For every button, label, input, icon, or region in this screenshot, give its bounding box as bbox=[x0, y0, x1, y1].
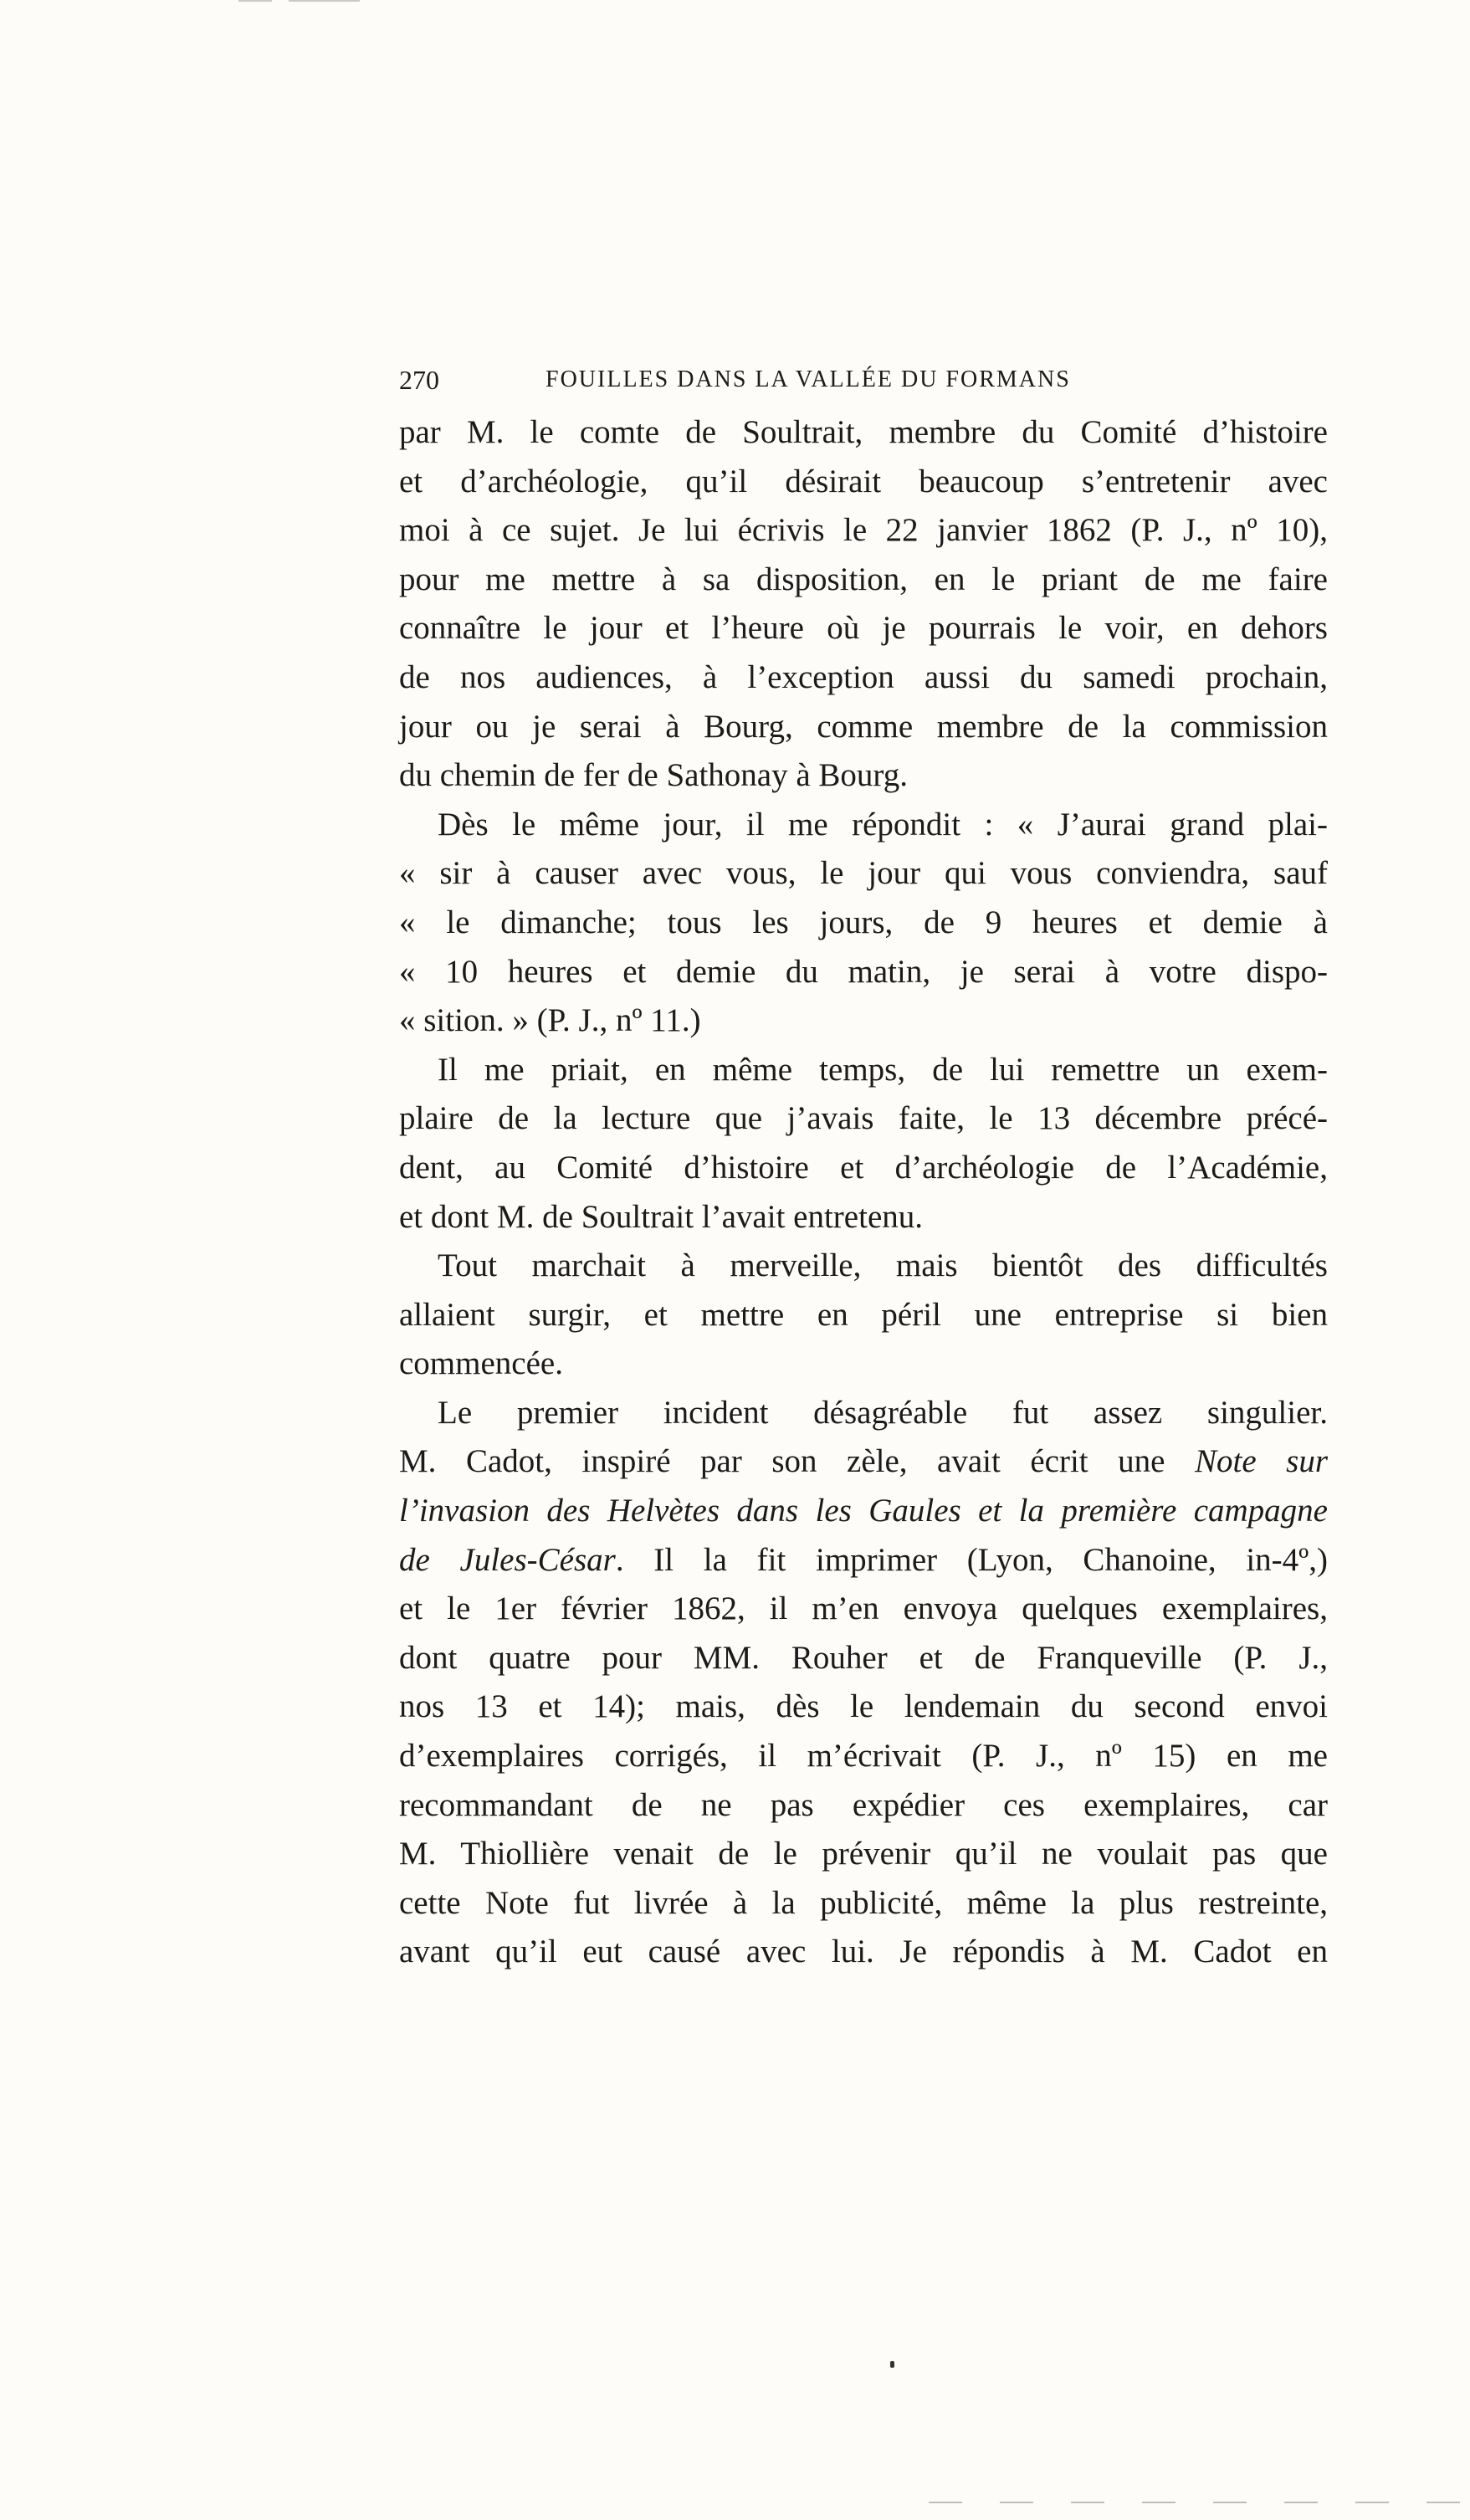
text-line: allaient surgir, et mettre en péril une entreprise si bien bbox=[399, 1296, 1328, 1333]
edge-dash bbox=[1355, 2502, 1389, 2503]
edge-dash bbox=[1000, 2502, 1033, 2503]
text-line: commencée. bbox=[399, 1345, 563, 1382]
running-head bbox=[399, 365, 1328, 408]
text-line: moi à ce sujet. Je lui écrivis le 22 janvier 1862 (P. J., nº 10), bbox=[399, 512, 1328, 549]
edge-dash bbox=[1426, 2502, 1460, 2503]
italic-title: l’invasion des Helvètes dans les Gaules et la première campagne bbox=[399, 1493, 1328, 1529]
text-line: et le 1er février 1862, il m’en envoya quelques exemplaires, bbox=[399, 1590, 1328, 1627]
text-line: dent, au Comité d’histoire et d’archéologie de l’Académie, bbox=[399, 1149, 1328, 1186]
paragraph bbox=[399, 408, 1328, 801]
text-line: Dès le même jour, il me répondit : « J’aurai grand plai- bbox=[438, 806, 1328, 843]
paragraph bbox=[399, 801, 1328, 1046]
text-segment: M. Cadot, inspiré par son zèle, avait écrit une bbox=[399, 1443, 1195, 1480]
italic-title: Note sur bbox=[1194, 1443, 1328, 1480]
text-line: avant qu’il eut causé avec lui. Je répondis à M. Cadot en bbox=[399, 1934, 1328, 1970]
running-title: FOUILLES DANS LA VALLÉE DU FORMANS bbox=[545, 366, 1071, 392]
text-line: de nos audiences, à l’exception aussi du samedi prochain, bbox=[399, 658, 1328, 695]
edge-dash bbox=[1284, 2502, 1318, 2503]
book-page bbox=[399, 365, 1328, 1977]
page-number: 270 bbox=[399, 365, 439, 395]
text-line: et d’archéologie, qu’il désirait beaucoup s’entretenir avec bbox=[399, 463, 1328, 499]
text-line: « le dimanche; tous les jours, de 9 heures et demie à bbox=[399, 904, 1328, 940]
bottom-edge-rules bbox=[929, 2502, 1464, 2505]
top-edge-rule bbox=[289, 0, 360, 2]
text-line: et dont M. de Soultrait l’avait entretenu. bbox=[399, 1198, 923, 1235]
top-edge-rule bbox=[238, 0, 272, 2]
edge-dash bbox=[929, 2502, 962, 2503]
paragraph bbox=[399, 1389, 1328, 1977]
text-line: cette Note fut livrée à la publicité, même la plus restreinte, bbox=[399, 1884, 1328, 1921]
text-line: Le premier incident désagréable fut assez singulier. bbox=[438, 1394, 1328, 1431]
text-line: Tout marchait à merveille, mais bientôt des difficultés bbox=[438, 1247, 1328, 1284]
text-line: pour me mettre à sa disposition, en le priant de me faire bbox=[399, 561, 1328, 597]
text-line: par M. le comte de Soultrait, membre du Comité d’histoire bbox=[399, 414, 1328, 450]
paragraph bbox=[399, 1242, 1328, 1389]
text-line: connaître le jour et l’heure où je pourrais le voir, en dehors bbox=[399, 610, 1328, 647]
text-line: M. Thiollière venait de le prévenir qu’il ne voulait pas que bbox=[399, 1836, 1328, 1872]
italic-title: de Jules-César bbox=[399, 1541, 616, 1578]
text-line: « sir à causer avec vous, le jour qui vous conviendra, sauf bbox=[399, 855, 1328, 892]
edge-dash bbox=[1142, 2502, 1175, 2503]
text-line: « 10 heures et demie du matin, je serai à votre dispo- bbox=[399, 953, 1328, 990]
edge-dash bbox=[1213, 2502, 1247, 2503]
text-line bbox=[399, 1487, 1328, 1536]
edge-dash bbox=[1071, 2502, 1104, 2503]
text-line: Il me priait, en même temps, de lui remettre un exem- bbox=[438, 1051, 1328, 1088]
text-line: « sition. » (P. J., nº 11.) bbox=[399, 1002, 701, 1039]
text-line: plaire de la lecture que j’avais faite, le 13 décembre précé- bbox=[399, 1100, 1328, 1137]
text-line bbox=[399, 1536, 1328, 1585]
text-line: d’exemplaires corrigés, il m’écrivait (P. J., nº 15) en me bbox=[399, 1738, 1328, 1775]
text-line: nos 13 et 14); mais, dès le lendemain du second envoi bbox=[399, 1688, 1328, 1725]
body-text bbox=[399, 408, 1328, 1977]
text-line: jour ou je serai à Bourg, comme membre de la commission bbox=[399, 708, 1328, 745]
ink-speck bbox=[890, 2361, 894, 2368]
text-segment: . Il la fit imprimer (Lyon, Chanoine, in-4º,) bbox=[615, 1541, 1328, 1578]
text-line bbox=[399, 1437, 1328, 1487]
text-line: recommandant de ne pas expédier ces exemplaires, car bbox=[399, 1786, 1328, 1823]
paragraph bbox=[399, 1046, 1328, 1242]
text-line: dont quatre pour MM. Rouher et de Franqueville (P. J., bbox=[399, 1639, 1328, 1676]
text-line: du chemin de fer de Sathonay à Bourg. bbox=[399, 757, 908, 794]
